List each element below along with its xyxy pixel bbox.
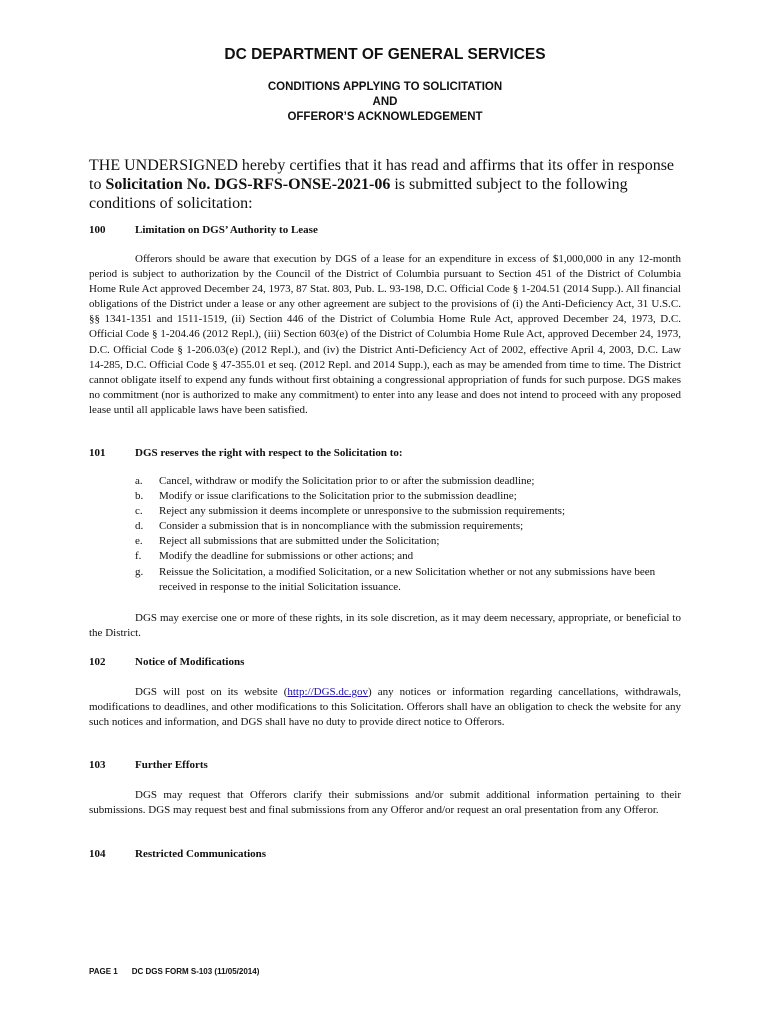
section-101-list [135,474,685,595]
page-footer [89,967,273,976]
section-number: 101 [89,447,106,459]
section-title: DGS reserves the right with respect to the Solicitation to: [135,447,403,459]
section-102-body: DGS will post on its website (http://DGS.dc.gov) any notices or information regarding cancellations, withdrawals, modifications to deadlines, and other modifications to this Solicitation. Offerors shall have an obligation to check the website for any such notices and information, and DGS shall have no duty to provide direct notice to Offerors. [89,686,681,729]
section-title: Restricted Communications [135,848,267,860]
intro-paragraph [89,156,689,213]
section-102-heading [89,656,684,668]
list-item: f. Modify the deadline for submissions or other actions; and [135,550,414,563]
section-number: 103 [89,759,106,771]
list-item: c. Reject any submission it deems incomplete or unresponsive to the submission requirements; [135,505,566,518]
document-title: DC DEPARTMENT OF GENERAL SERVICES [224,46,546,63]
section-title: Notice of Modifications [135,656,245,668]
form-id: DC DGS FORM S-103 (11/05/2014) [131,967,260,976]
list-item: d. Consider a submission that is in noncompliance with the submission requirements; [135,520,524,533]
section-100-heading [89,224,684,236]
dgs-website-link[interactable]: http://DGS.dc.gov [287,686,369,698]
section-101-heading [89,447,684,459]
section-103-body: DGS may request that Offerors clarify their submissions and/or submit additional information pertaining to their submissions. DGS may request best and final submissions from any Offeror and/or request an oral presentation from any Offeror. [89,789,681,817]
solicitation-number: Solicitation No. DGS-RFS-ONSE-2021-06 [105,176,391,193]
section-104-heading [89,848,684,860]
intro-text-after: is submitted subject to the following conditions of solicitation: [89,176,628,212]
section-title: Further Efforts [135,759,208,771]
subtitle-line-2: AND [372,96,398,108]
section-101-closing: DGS may exercise one or more of these rights, in its sole discretion, as it may deem necessary, appropriate, or beneficial to the District. [89,612,681,640]
list-item: e. Reject all submissions that are submitted under the Solicitation; [135,535,440,548]
section-number: 102 [89,656,106,668]
section-100-body: Offerors should be aware that execution by DGS of a lease for an expenditure in excess of $1,000,000 in any 12-month period is subject to authorization by the Council of the District of Columbia pursuant to Section 451 of the District of Columbia Home Rule Act approved December 24, 1973, 87 Stat. 803, Pub. L. 93-198, D.C. Official Code § 1-204.51 (2014 Supp.). All financial obligations of the District under a lease or any other agreement are subject to the provisions of (i) the Anti-Deficiency Act, 31 U.S.C. §§ 1341-1351 and 1511-1519, (ii) Section 446 of the District of Columbia Home Rule Act, approved December 24, 1973, D.C. Official Code § 1-204.46 (2012 Repl.), (iii) Section 603(e) of the District of Columbia Home Rule Act, approved December 24, 1973, D.C. Official Code § 1-206.03(e) (2012 Repl.), and (iv) the District Anti-Deficiency Act of 2002, effective April 4, 2003, D.C. Law 14-285, D.C. Official Code § 47-355.01 et seq. (2012 Repl. and 2014 Supp.), each as may be amended from time to time. The District cannot obligate itself to expend any funds without first obtaining a congressional appropriation of funds for such purpose. DGS makes no commitment (nor is authorized to make any commitment) to enter into any lease and does not intend to proceed with any proposed lease until all applicable laws have been satisfied. [89,253,681,416]
document-subtitle [0,80,770,125]
section-103-heading [89,759,684,771]
section-number: 104 [89,848,106,860]
list-item: g. Reissue the Solicitation, a modified Solicitation, or a new Solicitation whether or not any submissions have been received in response to the initial Solicitation issuance. [135,565,656,593]
subtitle-line-1: CONDITIONS APPLYING TO SOLICITATION [267,81,503,93]
subtitle-line-3: OFFEROR’S ACKNOWLEDGEMENT [287,111,483,123]
list-item: b. Modify or issue clarifications to the Solicitation prior to the submission deadline; [135,490,517,503]
section-title: Limitation on DGS’ Authority to Lease [135,224,318,236]
page-number: PAGE 1 [89,967,118,976]
section-number: 100 [89,224,106,236]
list-item: a. Cancel, withdraw or modify the Solicitation prior to or after the submission deadline; [135,475,535,487]
intro-text-before: THE UNDERSIGNED hereby certifies that it has read and affirms that its offer in response to [89,157,675,193]
